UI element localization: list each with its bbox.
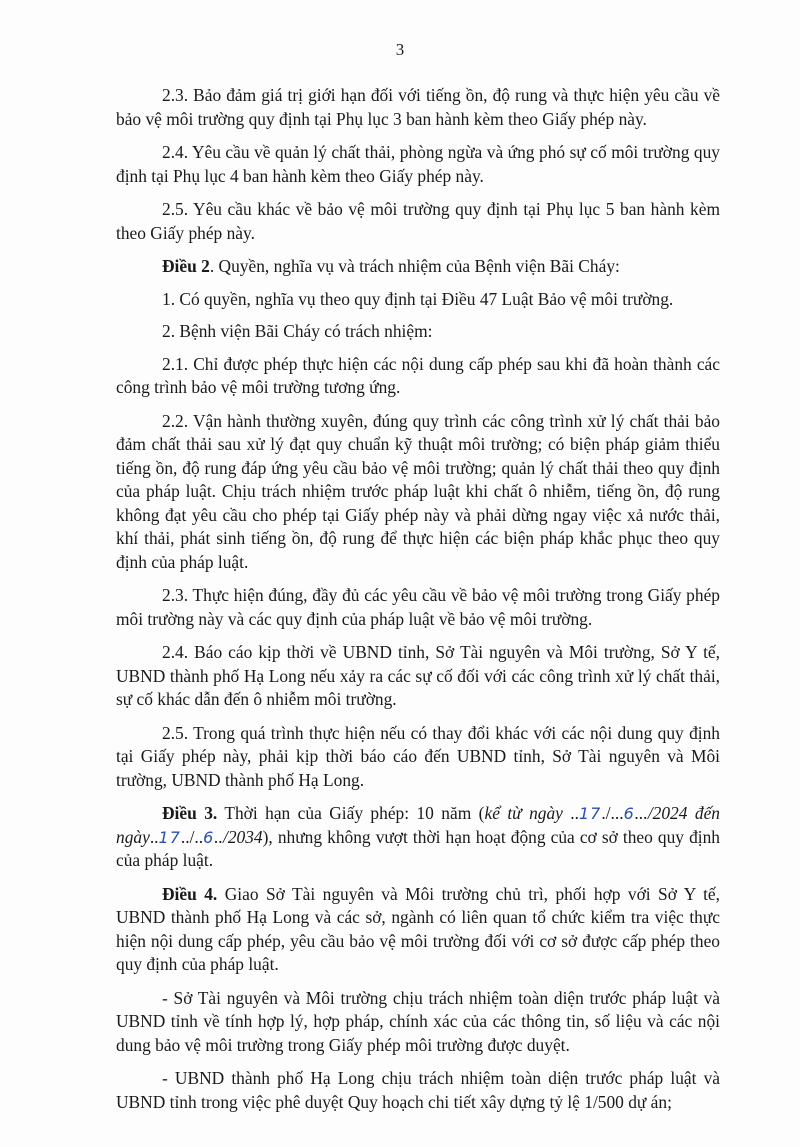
handwritten-day-to: 17 (158, 827, 181, 847)
paragraph-2-5-other-requirements: 2.5. Yêu cầu khác về bảo vệ môi trường quy định tại Phụ lục 5 ban hành kèm theo Giấy phép này. (116, 199, 720, 243)
article-2-item-2-2: 2.2. Vận hành thường xuyên, đúng quy trình các công trình xử lý chất thải bảo đảm chất thải sau xử lý đạt quy chuẩn kỹ thuật môi trường; có biện pháp giảm thiểu tiếng ồn, độ rung đáp ứng yêu cầu bảo vệ môi trường; quản lý chất thải theo quy định của pháp luật. Chịu trách nhiệm trước pháp luật khi chất ô nhiễm, tiếng ồn, độ rung không đạt yêu cầu cho phép tại Giấy phép này và phải dừng ngay việc xả nước thải, khí thải, phát sinh tiếng ồn, độ rung để thực hiện các biện pháp khắc phục theo quy định của pháp luật. (116, 410, 720, 572)
page-number: 3 (395, 40, 405, 59)
article-3-to-label: đến ngày (116, 803, 720, 847)
handwritten-month-to: 6 (203, 827, 215, 847)
article-4 (116, 883, 720, 977)
article-2-item-2-3: 2.3. Thực hiện đúng, đầy đủ các yêu cầu về bảo vệ môi trường trong Giấy phép môi trường này và các quy định của pháp luật về bảo vệ môi trường. (116, 585, 720, 629)
paragraph-2-3-noise-vibration: 2.3. Bảo đảm giá trị giới hạn đối với tiếng ồn, độ rung và thực hiện yêu cầu về bảo vệ môi trường quy định tại Phụ lục 3 ban hành kèm theo Giấy phép này. (116, 85, 720, 129)
article-2-item-2-4: 2.4. Báo cáo kịp thời về UBND tỉnh, Sở Tài nguyên và Môi trường, Sở Y tế, UBND thành phố Hạ Long nếu xảy ra các sự cố đối với các công trình xử lý chất thải, sự cố khác dẫn đến ô nhiễm môi trường. (116, 642, 720, 709)
article-2-item-2: 2. Bệnh viện Bãi Cháy có trách nhiệm: (162, 321, 433, 341)
paragraph-2-4-waste-management: 2.4. Yêu cầu về quản lý chất thải, phòng ngừa và ứng phó sự cố môi trường quy định tại Phụ lục 4 ban hành kèm theo Giấy phép này. (116, 142, 720, 186)
article-4-item-2: - UBND thành phố Hạ Long chịu trách nhiệm toàn diện trước pháp luật và UBND tỉnh trong việc phê duyệt Quy hoạch chi tiết xây dựng tỷ lệ 1/500 dự án; (116, 1068, 720, 1112)
article-3-year-to: /2034 (223, 826, 263, 847)
article-4-text: Giao Sở Tài nguyên và Môi trường chủ trì, phối hợp với Sở Y tế, UBND thành phố Hạ Long và các sở, ngành có liên quan tổ chức kiểm tra việc thực hiện nội dung cấp phép, yêu cầu bảo vệ môi trường đối với cơ sở được cấp phép theo quy định của pháp luật. (116, 883, 720, 974)
article-3-year-from: /2024 (647, 803, 688, 823)
article-3: Điều 3. Thời hạn của Giấy phép: 10 năm (kể từ ngày ..17./...6.../2024 đến ngày..17../..6../2034), nhưng không vượt thời hạn hoạt động của cơ sở theo quy định của pháp luật. (116, 803, 720, 870)
document-body (116, 84, 720, 1124)
article-3-label: Điều 3. (162, 803, 218, 823)
handwritten-day-from: 17 (579, 804, 602, 823)
article-3-text-after: ), nhưng không vượt thời hạn hoạt động của cơ sở theo quy định của pháp luật. (116, 826, 720, 870)
article-2-label: Điều 2 (162, 256, 210, 276)
article-3-text-before: Thời hạn của Giấy phép: 10 năm ( (217, 803, 485, 823)
handwritten-month-from: 6 (623, 804, 635, 823)
article-2-heading (116, 255, 720, 279)
article-3-from-label: kể từ ngày (484, 803, 571, 823)
article-4-label: Điều 4. (162, 883, 218, 904)
article-2-title: . Quyền, nghĩa vụ và trách nhiệm của Bệnh viện Bãi Cháy: (209, 256, 620, 276)
article-2-item-2-5: 2.5. Trong quá trình thực hiện nếu có thay đổi khác với các nội dung quy định tại Giấy phép này, phải kịp thời báo cáo đến UBND tỉnh, Sở Tài nguyên và Môi trường, UBND thành phố Hạ Long. (116, 722, 720, 790)
article-2-item-1: 1. Có quyền, nghĩa vụ theo quy định tại Điều 47 Luật Bảo vệ môi trường. (162, 288, 674, 309)
article-2-item-2-1: 2.1. Chỉ được phép thực hiện các nội dung cấp phép sau khi đã hoàn thành các công trình bảo vệ môi trường tương ứng. (116, 353, 720, 397)
article-4-item-1: - Sở Tài nguyên và Môi trường chịu trách nhiệm toàn diện trước pháp luật và UBND tỉnh về tính hợp lý, hợp pháp, chính xác của các thông tin, số liệu và các nội dung bảo vệ môi trường trong Giấy phép môi trường được duyệt. (116, 987, 720, 1055)
